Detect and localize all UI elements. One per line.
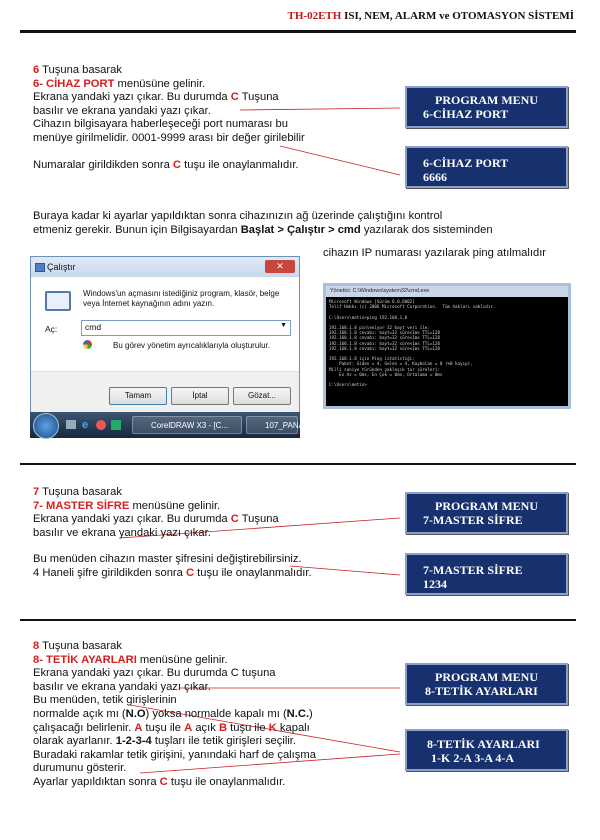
key-a: A: [184, 721, 193, 734]
text-line: ) yoksa normalde kapalı mı (: [145, 707, 287, 720]
menu-name: 7- MASTER SİFRE: [33, 499, 130, 512]
text-line: Numaralar girildikden sonra: [33, 158, 173, 171]
lcd-line-1: 7-MASTER SİFRE: [423, 563, 523, 577]
ok-button[interactable]: Tamam: [109, 387, 167, 405]
lcd-display: [405, 553, 568, 595]
header-code: TH-02ETH: [287, 10, 342, 22]
menu-suffix: menüsüne gelinir.: [114, 77, 206, 90]
text-line: menüye girilmelidir. 0001-9999 arası bir değer girilebilir: [33, 131, 305, 144]
press-text: Tuşuna basarak: [39, 64, 122, 76]
text-line: basılır ve ekrana yandaki yazı çıkar.: [33, 526, 211, 539]
text-line: yazılarak dos sisteminden: [360, 223, 493, 236]
key-c: C: [172, 158, 181, 171]
key-number: 6: [33, 64, 40, 76]
network-paragraph: [33, 210, 593, 237]
desktop-icon[interactable]: [66, 420, 76, 429]
text-line: tuşu ile onaylanmalıdır.: [181, 158, 299, 171]
key-number: 8: [33, 640, 40, 652]
text-line: ): [309, 707, 313, 720]
lcd-display: [405, 663, 568, 705]
close-button[interactable]: ✕: [265, 260, 295, 273]
key-c: C: [159, 775, 168, 788]
menu-name: 8- TETİK AYARLARI: [33, 653, 137, 666]
text-line: Bu menüden cihazın master şifresini değiştirebilirsiniz.: [33, 553, 302, 566]
run-icon: [35, 263, 45, 272]
text-line: 4 Haneli şifre girildikden sonra: [33, 566, 186, 579]
key-c: C: [230, 513, 239, 526]
chevron-down-icon[interactable]: ▼: [280, 322, 287, 329]
lcd-line-2: 8-TETİK AYARLARI: [425, 684, 538, 698]
text-line: Ayarlar yapıldıktan sonra: [33, 775, 160, 788]
press-text: Tuşuna basarak: [39, 486, 122, 498]
key-b: B: [218, 721, 228, 734]
section-6-text: [33, 64, 403, 172]
text-line: basılır ve ekrana yandaki yazı çıkar.: [33, 104, 211, 117]
lcd-line-1: PROGRAM MENU: [435, 93, 538, 107]
text-line: Tuşuna: [238, 91, 279, 104]
lcd-display: [405, 729, 568, 771]
text-line: Buradaki rakamlar tetik girişini, yanındaki harf de çalışma: [33, 748, 316, 761]
run-dialog-title: Çalıştır: [47, 262, 76, 272]
nc-label: N.C.: [286, 707, 310, 720]
shield-icon: [83, 340, 92, 349]
run-program-icon: [45, 291, 71, 311]
menu-name: 6- CİHAZ PORT: [33, 77, 115, 90]
text-line: çalışacağı belirlenir.: [33, 721, 135, 734]
text-line: açık: [192, 721, 219, 734]
text-line: tuşu ile: [227, 721, 269, 734]
run-dialog-body: [31, 277, 299, 412]
lcd-line-2: 6-CİHAZ PORT: [423, 107, 509, 121]
lcd-display: [405, 492, 568, 534]
run-dialog-titlebar: [31, 257, 299, 277]
text-line: Ekrana yandaki yazı çıkar. Bu durumda: [33, 513, 231, 526]
text-line: olarak ayarlanır.: [33, 735, 116, 748]
cmd-titlebar: Yönetici: C:\Windows\system32\cmd.exe: [326, 286, 568, 297]
lcd-line-1: PROGRAM MENU: [435, 670, 538, 684]
no-label: N.O: [125, 707, 146, 720]
open-input-value: cmd: [85, 322, 102, 332]
text-line: etmeniz gerekir. Bunun için Bilgisayardan: [33, 223, 241, 236]
header-title: ISI, NEM, ALARM ve OTOMASYON SİSTEMİ: [341, 10, 574, 22]
text-line: Tuşuna: [238, 513, 279, 526]
text-line: tuşları ile tetik girişleri seçilir.: [151, 735, 297, 748]
key-c: C: [185, 566, 195, 579]
lcd-line-2: 6666: [423, 170, 447, 184]
lcd-line-1: 8-TETİK AYARLARI: [427, 737, 540, 751]
lcd-display: [405, 86, 568, 128]
trigger-keys: 1-2-3-4: [115, 735, 152, 748]
taskbar-item[interactable]: 107_PANA: [246, 416, 298, 434]
key-k: K: [268, 721, 277, 734]
menu-suffix: menüsüne gelinir.: [129, 499, 221, 512]
lcd-line-1: 6-CİHAZ PORT: [423, 156, 509, 170]
text-line: Cihazın bilgisayara haberleşeceği port numarası bu: [33, 118, 288, 131]
key-number: 7: [33, 486, 40, 498]
cmd-window: [323, 283, 571, 409]
key-a: A: [134, 721, 143, 734]
internet-explorer-icon[interactable]: e: [82, 419, 89, 431]
admin-note: Bu görev yönetim ayrıcalıklarıyla oluşturulur.: [113, 341, 270, 350]
text-line: Ekrana yandaki yazı çıkar. Bu durumda C tuşuna: [33, 667, 276, 680]
app-icon[interactable]: [111, 420, 121, 430]
browser-icon[interactable]: [96, 420, 106, 430]
text-line: durumunu gösterir.: [33, 762, 127, 775]
lcd-line-2: 7-MASTER SİFRE: [423, 513, 523, 527]
text-line: tuşu ile onaylanmalıdır.: [194, 566, 312, 579]
taskbar-item[interactable]: CorelDRAW X3 - [C...: [132, 416, 242, 434]
run-dialog: [30, 256, 300, 412]
ping-instruction: cihazın IP numarası yazılarak ping atılmalıdır: [323, 247, 547, 259]
command-path: Başlat > Çalıştır > cmd: [240, 223, 361, 236]
text-line: Buraya kadar ki ayarlar yapıldıktan sonra cihazınızın ağ üzerinde çalıştığını kontrol: [33, 210, 443, 222]
text-line: Ekrana yandaki yazı çıkar. Bu durumda: [33, 91, 231, 104]
menu-suffix: menüsüne gelinir.: [136, 653, 228, 666]
lcd-display: [405, 146, 568, 188]
text-line: basılır ve ekrana yandaki yazı çıkar.: [33, 680, 211, 693]
press-text: Tuşuna basarak: [39, 640, 122, 652]
open-label: Aç:: [45, 324, 58, 334]
section-divider: [20, 619, 576, 621]
start-button[interactable]: [33, 413, 59, 439]
text-line: kapalı: [276, 721, 310, 734]
text-line: tuşu ile: [142, 721, 185, 734]
lcd-line-1: PROGRAM MENU: [435, 499, 538, 513]
run-dialog-description: Windows'un açmasını istediğiniz program, klasör, belge veya İnternet kaynağının adını yazın.: [83, 289, 280, 308]
cancel-button[interactable]: İptal: [171, 387, 229, 405]
browse-button[interactable]: Gözat...: [233, 387, 291, 405]
text-line: normalde açık mı (: [33, 707, 126, 720]
open-input[interactable]: [81, 320, 291, 336]
lcd-line-2: 1-K 2-A 3-A 4-A: [431, 751, 514, 765]
taskbar: [30, 412, 304, 438]
section-8-text: [33, 640, 403, 790]
lcd-line-2: 1234: [423, 577, 447, 591]
text-line: tuşu ile onaylanmalıdır.: [167, 775, 286, 788]
cmd-output: Microsoft Windows [Sürüm 6.0.6002] Telif Hakkı (c) 2006 Microsoft Corporation. Tüm hakları saklıdır. C:\Users\metin>ping 192.168.1.8 192.168.1.8 pinleniyor 32 bayt veri ile: 192.168.1.8 cevabı: bayt=32 süre<1ms TTL=128 192.168.1.8 cevabı: bayt=32 süre<1ms TTL=128 192.168.1.8 cevabı: bayt=32 süre<1ms TTL=128 192.168.1.8 cevabı: bayt=32 süre<1ms TTL=128 192.168.1.8 için Ping istatistiği: Paket: Giden = 4, Gelen = 4, Kaybolan = 0 (%0 kayıp), Milli saniye türünden yaklaşık tur süreleri: En Az = 0ms, En Çok = 0ms, Ortalama = 0ms C:\Users\metin>: [329, 299, 496, 388]
key-c: C: [230, 91, 239, 104]
section-divider: [20, 463, 576, 465]
text-line: Bu menüden, tetik girişlerinin: [33, 694, 177, 707]
section-7-text: [33, 486, 403, 581]
